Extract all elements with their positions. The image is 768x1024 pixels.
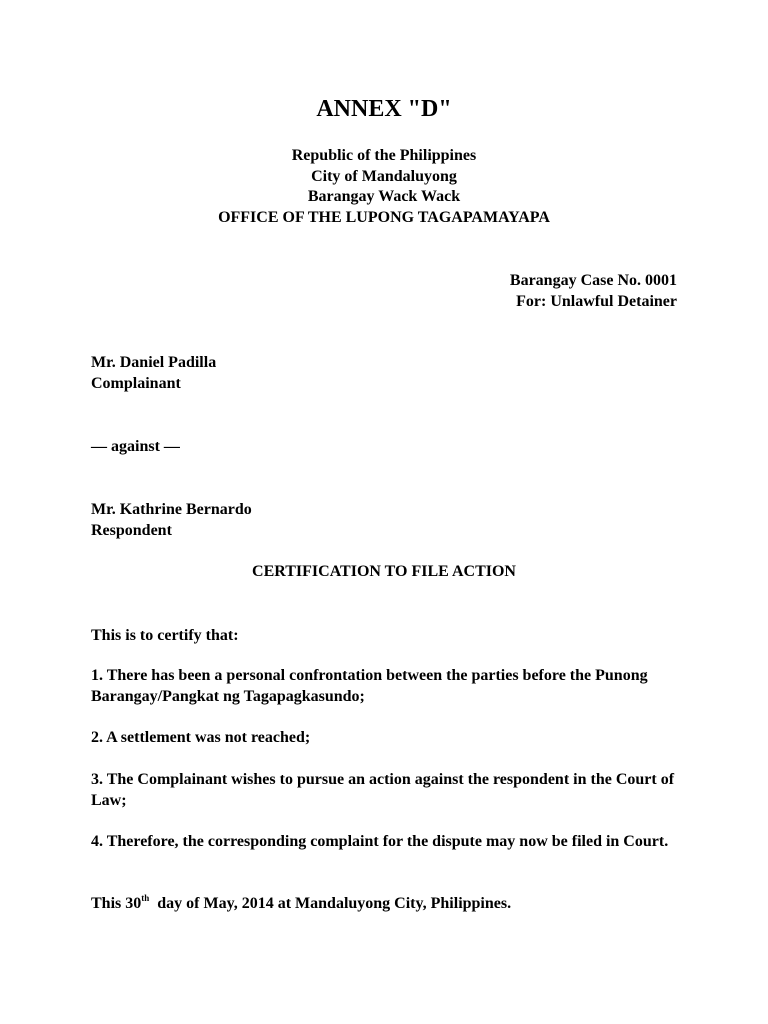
case-info [510,270,677,312]
closing-superscript: th [141,893,150,903]
respondent-name: Mr. Kathrine Bernardo [91,501,252,518]
header-barangay: Barangay Wack Wack [307,188,461,205]
certify-intro: This is to certify that: [91,627,239,644]
document-header [0,146,768,228]
certification-item-2: 2. A settlement was not reached; [91,729,311,746]
complainant-block [91,352,216,394]
certification-title: CERTIFICATION TO FILE ACTION [252,563,516,580]
complainant-role: Complainant [91,375,181,392]
case-subject: For: Unlawful Detainer [516,293,677,310]
header-office: OFFICE OF THE LUPONG TAGAPAMAYAPA [218,208,550,226]
certification-item-4: 4. Therefore, the corresponding complaint for the dispute may now be filed in Court. [91,833,669,850]
case-number: Barangay Case No. 0001 [509,272,677,289]
annex-title: ANNEX "D" [316,96,452,122]
closing-prefix: This 30 [91,895,142,912]
certification-item-3: 3. The Complainant wishes to pursue an action against the respondent in the Court of Law; [91,771,675,809]
respondent-block [91,499,252,541]
respondent-role: Respondent [91,522,172,539]
header-city: City of Mandaluyong [311,167,457,185]
against-label: — against — [91,438,180,455]
certification-item-1: 1. There has been a personal confrontation between the parties before the Punong Barangay/Pangkat ng Tagapagkasundo; [91,667,648,705]
header-country: Republic of the Philippines [291,147,477,164]
complainant-name: Mr. Daniel Padilla [91,354,217,371]
closing-suffix: day of May, 2014 at Mandaluyong City, Philippines. [149,895,512,912]
closing-statement [91,893,691,914]
